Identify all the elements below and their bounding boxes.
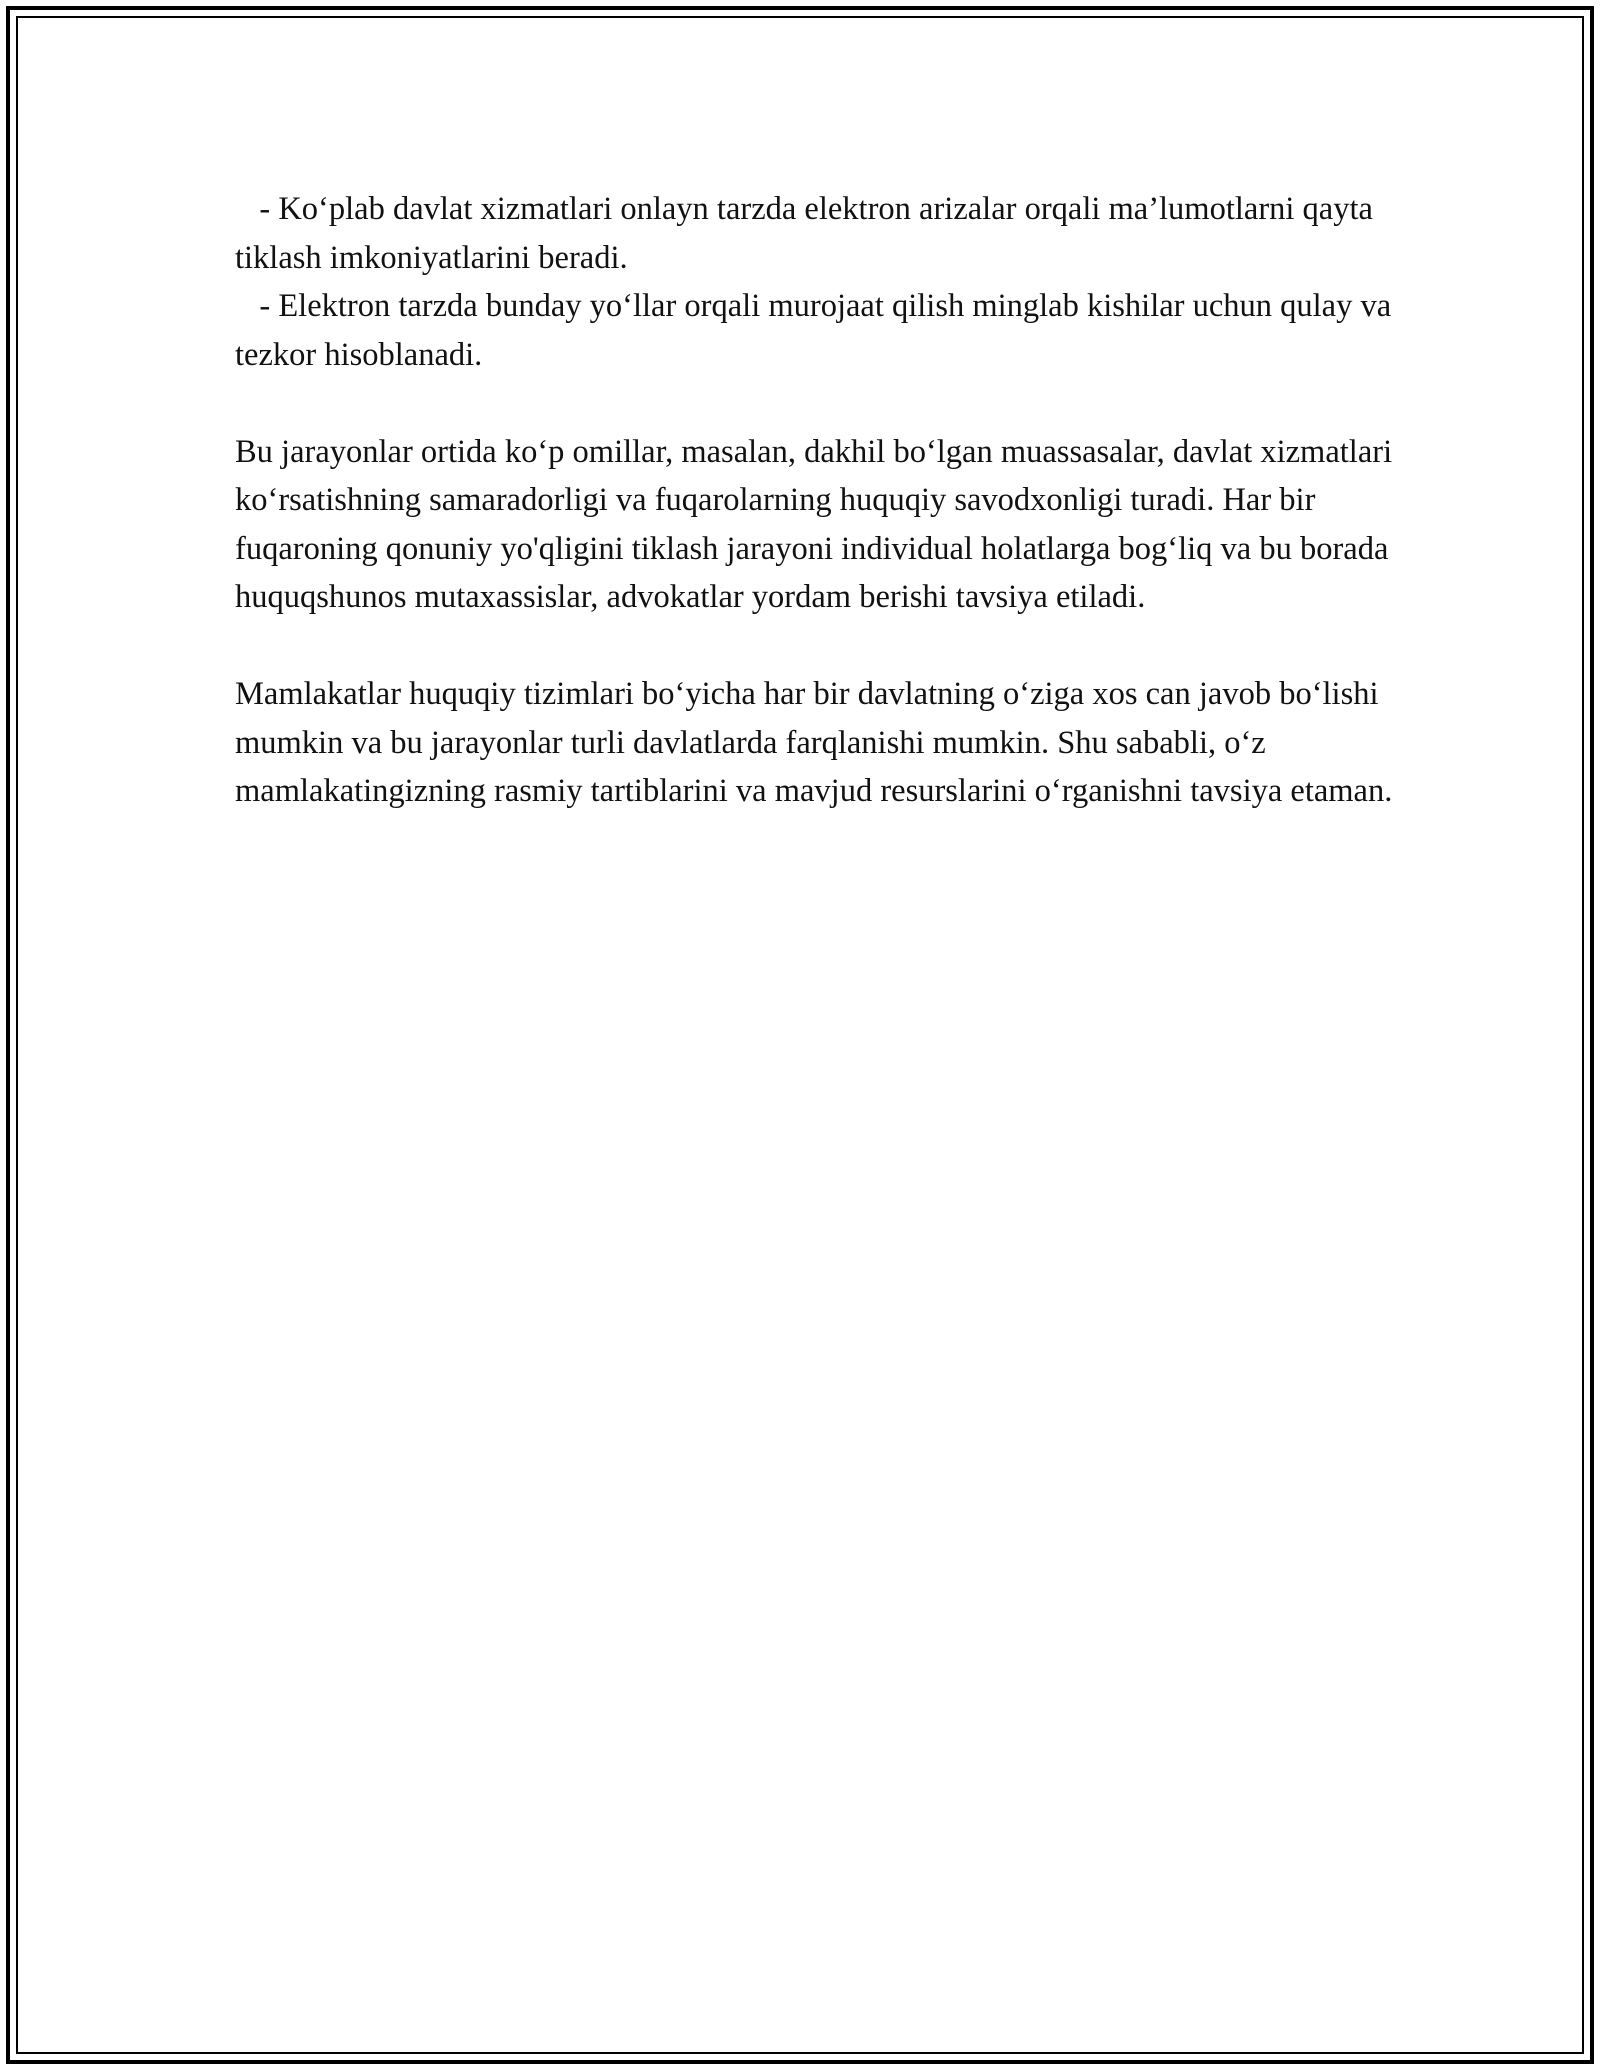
bullet-item: - Elektron tarzda bunday yo‘llar orqali murojaat qilish minglab kishilar uchun qulay va tezkor hisoblanadi. <box>235 288 1400 373</box>
bullet-item: - Ko‘plab davlat xizmatlari onlayn tarzda elektron arizalar orqali ma’lumotlarni qayta tiklash imkoniyatlarini beradi. <box>235 191 1382 276</box>
paragraph: Mamlakatlar huquqiy tizimlari bo‘yicha har bir davlatning o‘ziga xos can javob bo‘lishi mumkin va bu jarayonlar turli davlatlarda farqlanishi mumkin. Shu sababli, o‘z mamlakatingizning rasmiy tartiblarini va mavjud resurslarini o‘rganishni tavsiya etaman. <box>235 676 1393 809</box>
document-body <box>235 185 1415 816</box>
paragraph-gap <box>235 622 1415 671</box>
paragraph-gap <box>235 379 1415 428</box>
paragraph: Bu jarayonlar ortida ko‘p omillar, masalan, dakhil bo‘lgan muassasalar, davlat xizmatlari ko‘rsatishning samaradorligi va fuqarolarning huquqiy savodxonligi turadi. Har bir fuqaroning qonuniy yo'qligini tiklash jarayoni individual holatlarga bog‘liq va bu borada huquqshunos mutaxassislar, advokatlar yordam berishi tavsiya etiladi. <box>235 433 1393 615</box>
